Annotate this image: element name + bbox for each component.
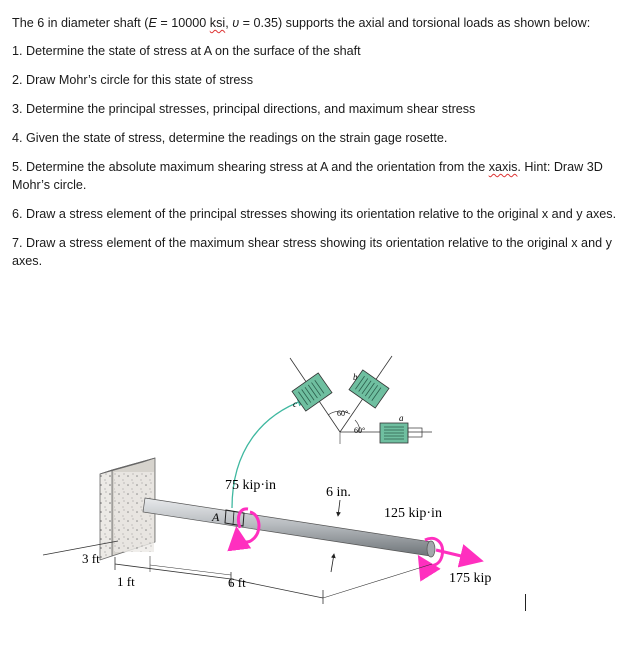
gage-b-label: b [353, 372, 358, 382]
strain-rosette [290, 356, 432, 444]
poisson-symbol: υ [232, 16, 240, 30]
intro-text: , [225, 16, 233, 30]
dimension-1ft: 1 ft [117, 574, 135, 589]
shaft-diagram [0, 320, 637, 655]
intro-text: = 10000 [156, 16, 210, 30]
torque-label-1: 75 kip·in [225, 478, 276, 493]
gage-a-label: a [399, 413, 404, 423]
problem-text [12, 14, 630, 281]
angle-label-1: 60° [337, 409, 349, 418]
dimension-3ft: 3 ft [82, 551, 100, 566]
xaxis-word: xaxis [488, 160, 518, 174]
diameter-leader-top [338, 500, 340, 516]
problem-intro [12, 14, 630, 32]
task-item-5 [12, 158, 630, 194]
text-cursor [525, 594, 526, 611]
task-item-1: 1. Determine the state of stress at A on the surface of the shaft [12, 44, 361, 58]
gage-c [292, 373, 332, 411]
diameter-leader-bottom [331, 554, 334, 572]
task-item-6: 6. Draw a stress element of the principal stresses showing its orientation relative to the original x and y axes. [12, 207, 617, 221]
shaft-figure [0, 320, 637, 655]
point-a-label: A [212, 510, 220, 524]
task-text: . Hint: Draw 3D Mohr’s circle. [12, 160, 603, 192]
modulus-symbol: E [148, 16, 157, 30]
axial-load-label: 175 kip [449, 571, 492, 586]
unit-ksi: ksi [209, 16, 226, 30]
task-item-4: 4. Given the state of stress, determine the readings on the strain gage rosette. [12, 131, 448, 145]
torque-label-2: 125 kip·in [384, 506, 442, 521]
task-item-2: 2. Draw Mohr’s circle for this state of stress [12, 73, 253, 87]
dimension-6ft: 6 ft [228, 575, 246, 590]
gage-c-label: c [293, 399, 297, 409]
task-item-3: 3. Determine the principal stresses, principal directions, and maximum shear stress [12, 102, 476, 116]
diameter-label: 6 in. [326, 485, 351, 500]
task-item-7: 7. Draw a stress element of the maximum shear stress showing its orientation relative to the original x and y axes. [12, 236, 612, 268]
angle-label-2: 60° [354, 426, 366, 435]
intro-text: = 0.35) supports the axial and torsional loads as shown below: [239, 16, 591, 30]
intro-text: The 6 in diameter shaft ( [12, 16, 149, 30]
task-text: 5. Determine the absolute maximum shearing stress at A and the orientation from the [12, 160, 489, 174]
gage-a [380, 423, 422, 443]
